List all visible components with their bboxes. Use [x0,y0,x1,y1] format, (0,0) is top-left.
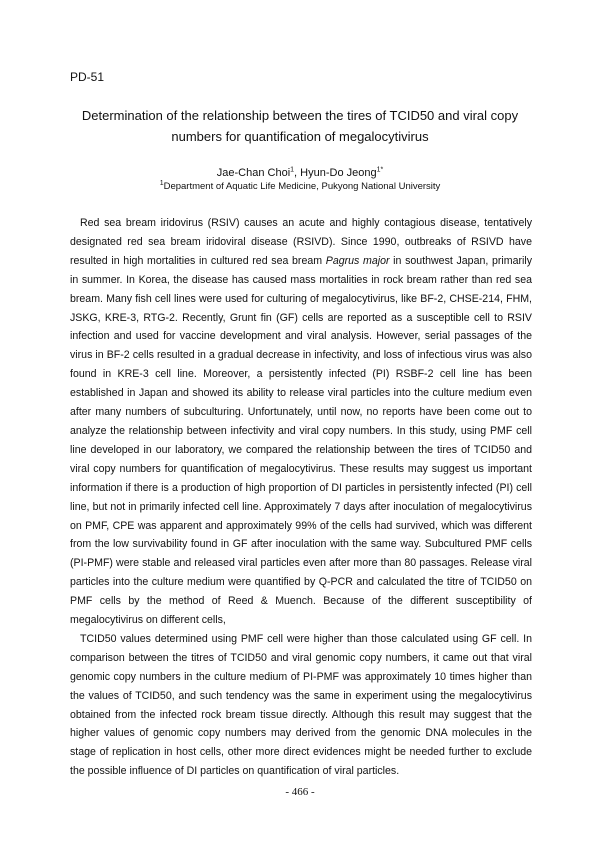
abstract-text: Red sea bream iridovirus (RSIV) causes an acute and highly contagious disease, tentatively designated red sea bream iridoviral disease (RSIVD). Since 1990, outbreaks of RSIVD have resulted in high mortalities in cultured red sea bream [70,217,532,267]
author-list [60,166,540,180]
affiliation-mark: 1 [159,179,164,187]
presentation-code: PD-51 [70,70,105,84]
author-affiliation-mark: 1* [376,166,384,174]
author-name: Jae-Chan Choi [216,167,291,179]
abstract-body [70,214,532,781]
abstract-paragraph-2: TCID50 values determined using PMF cell were higher than those calculated using GF cell. In comparison between the titres of TCID50 and viral genomic copy numbers, it came out that viral genomic copy numbers in the culture medium of PI-PMF was approximately 10 times higher than the values of TCID50, and such tendency was the same in experiment using the megalocytivirus obtained from the infected rock bream tissue directly. Although this result may suggest that the higher values of genomic copy numbers may derived from the genomic DNA molecules in the stage of replication in host cells, other more direct evidences might be needed further to exclude the possible influence of DI particles on quantification of viral particles. [70,632,532,778]
species-name: Pagrus major [325,254,390,267]
author-separator: , [294,167,301,179]
page-number: - 466 - [285,786,315,798]
paper-title: Determination of the relationship between the tires of TCID50 and viral copy numbers for quantification of megalocytivirus [81,108,519,144]
abstract-text: in southwest Japan, primarily in summer. In Korea, the disease has caused mass mortalities in rock bream rather than red sea bream. Many fish cell lines were used for culturing of megalocytivirus, like BF-2, CHSE-214, FHM, JSKG, KRE-3, RTG-2. Recently, Grunt fin (GF) cells are reported as a susceptible cell to RSIV infection and used for vaccine development and viral analysis. However, serial passages of the virus in BF-2 cells resulted in a gradual decrease in infectivity, and loss of infectious virus was also found in KRE-3 cell line. Moreover, a persistently infected (PI) RSBF-2 cell line has been established in Japan and showed its ability to release viral particles into the culture medium even after many numbers of subculturing. Unfortunately, until now, no reports have been come out to analyze the relationship between infectivity and viral copy numbers. In this study, using PMF cell line developed in our laboratory, we compared the relationship between the tires of TCID50 and viral copy numbers for quantification of megalocytivirus. These results may suggest us important information if there is a production of high proportion of DI particles in persistently infected (PI) cell line, but not in primarily infected cell line. Approximately 7 days after inoculation of megalocytivirus on PMF, CPE was apparent and approximately 99% of the cells had survived, which was different from the low survivability found in GF after inoculation with the same way. Subcultured PMF cells (PI-PMF) were stable and released viral particles even after more than 80 passages. Release viral particles into the culture medium were quantified by Q-PCR and calculated the titre of TCID50 on PMF cells by the method of Reed & Muench. Because of the different susceptibility of megalocytivirus on different cells, [70,254,533,627]
author-name: Hyun-Do Jeong [300,167,377,179]
abstract-paragraph-1 [70,214,532,630]
author-affiliation-mark: 1 [290,166,295,174]
affiliation [60,180,540,194]
affiliation-text: Department of Aquatic Life Medicine, Pukyong National University [163,181,441,192]
